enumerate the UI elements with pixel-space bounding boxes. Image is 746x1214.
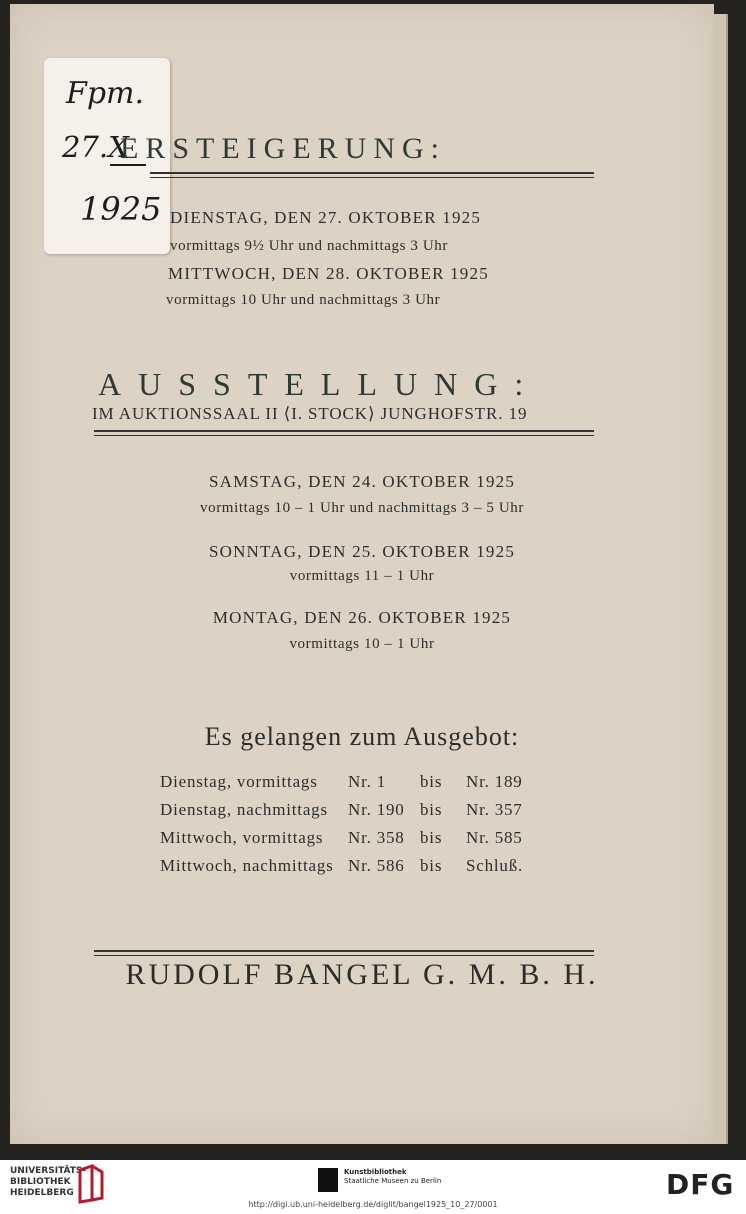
shelfmark-line-2: 27.X — [62, 130, 129, 164]
ub-line-1: UNIVERSITÄTS- — [10, 1166, 87, 1176]
exhibition-title: AUSSTELLUNG: — [98, 366, 541, 402]
kunstbibliothek-label — [344, 1168, 441, 1186]
exhibition-rule — [94, 430, 594, 432]
kunstbibliothek-logo-icon — [318, 1168, 338, 1192]
exhibition-day-3: MONTAG, DEN 26. OKTOBER 1925 — [212, 608, 512, 627]
exhibition-day-2: SONNTAG, DEN 25. OKTOBER 1925 — [208, 542, 516, 561]
lot-row-4 — [160, 856, 523, 876]
firm-name: RUDOLF BANGEL G. M. B. H. — [125, 958, 599, 991]
lot-row-2 — [160, 800, 523, 820]
auction-time-2: vormittags 10 Uhr und nachmittags 3 Uhr — [166, 292, 441, 308]
auction-rule — [150, 172, 594, 174]
exhibition-time-2: vormittags 11 – 1 Uhr — [289, 568, 435, 584]
lot-from: Nr. 586 — [348, 856, 405, 875]
firm-rule-thin — [94, 955, 594, 956]
lot-when: Dienstag, nachmittags — [160, 800, 328, 819]
lot-to: Schluß. — [466, 856, 524, 875]
lot-bis: bis — [420, 800, 443, 819]
lot-from: Nr. 1 — [348, 772, 386, 791]
auction-time-1: vormittags 9½ Uhr und nachmittags 3 Uhr — [170, 238, 448, 254]
digitization-footer — [0, 1160, 746, 1214]
lot-when: Mittwoch, nachmittags — [160, 856, 334, 875]
kb-line-1: Kunstbibliothek — [344, 1168, 407, 1176]
auction-title: ERSTEIGERUNG: — [120, 132, 446, 165]
exhibition-time-3: vormittags 10 – 1 Uhr — [289, 636, 435, 652]
shelfmark-line-1: Fpm. — [66, 76, 145, 111]
shelfmark-line-3: 1925 — [80, 190, 162, 228]
exhibition-time-1: vormittags 10 – 1 Uhr und nachmittags 3 – 5 Uhr — [200, 500, 524, 516]
auction-day-2: MITTWOCH, DEN 28. OKTOBER 1925 — [168, 264, 489, 283]
exhibition-rule-thin — [94, 435, 594, 436]
lot-from: Nr. 190 — [348, 800, 405, 819]
lot-from: Nr. 358 — [348, 828, 405, 847]
ub-heidelberg-logo-icon — [76, 1164, 104, 1204]
exhibition-day-1: SAMSTAG, DEN 24. OKTOBER 1925 — [208, 472, 516, 491]
lot-bis: bis — [420, 772, 443, 791]
lot-to: Nr. 585 — [466, 828, 523, 847]
ub-line-2: BIBLIOTHEK — [10, 1177, 71, 1187]
lot-bis: bis — [420, 856, 443, 875]
kb-line-2: Staatliche Museen zu Berlin — [344, 1177, 442, 1185]
dfg-logo: DFG — [666, 1168, 735, 1201]
auction-rule-thin — [150, 177, 594, 178]
auction-day-1: DIENSTAG, DEN 27. OKTOBER 1925 — [170, 208, 482, 227]
ub-heidelberg-label — [10, 1166, 86, 1199]
exhibition-subtitle: IM AUKTIONSSAAL II ⟨I. STOCK⟩ JUNGHOFSTR. 19 — [92, 404, 528, 423]
lot-row-3 — [160, 828, 523, 848]
lot-row-1 — [160, 772, 523, 792]
lots-heading: Es gelangen zum Ausgebot: — [204, 722, 520, 751]
lot-to: Nr. 357 — [466, 800, 523, 819]
lot-when: Dienstag, vormittags — [160, 772, 318, 791]
lot-bis: bis — [420, 828, 443, 847]
ub-line-3: HEIDELBERG — [10, 1188, 74, 1198]
source-url[interactable]: http://digi.ub.uni-heidelberg.de/diglit/bangel1925_10_27/0001 — [248, 1200, 498, 1209]
catalog-cover-page — [10, 4, 714, 1144]
lot-to: Nr. 189 — [466, 772, 523, 791]
lot-when: Mittwoch, vormittags — [160, 828, 324, 847]
firm-rule — [94, 950, 594, 952]
